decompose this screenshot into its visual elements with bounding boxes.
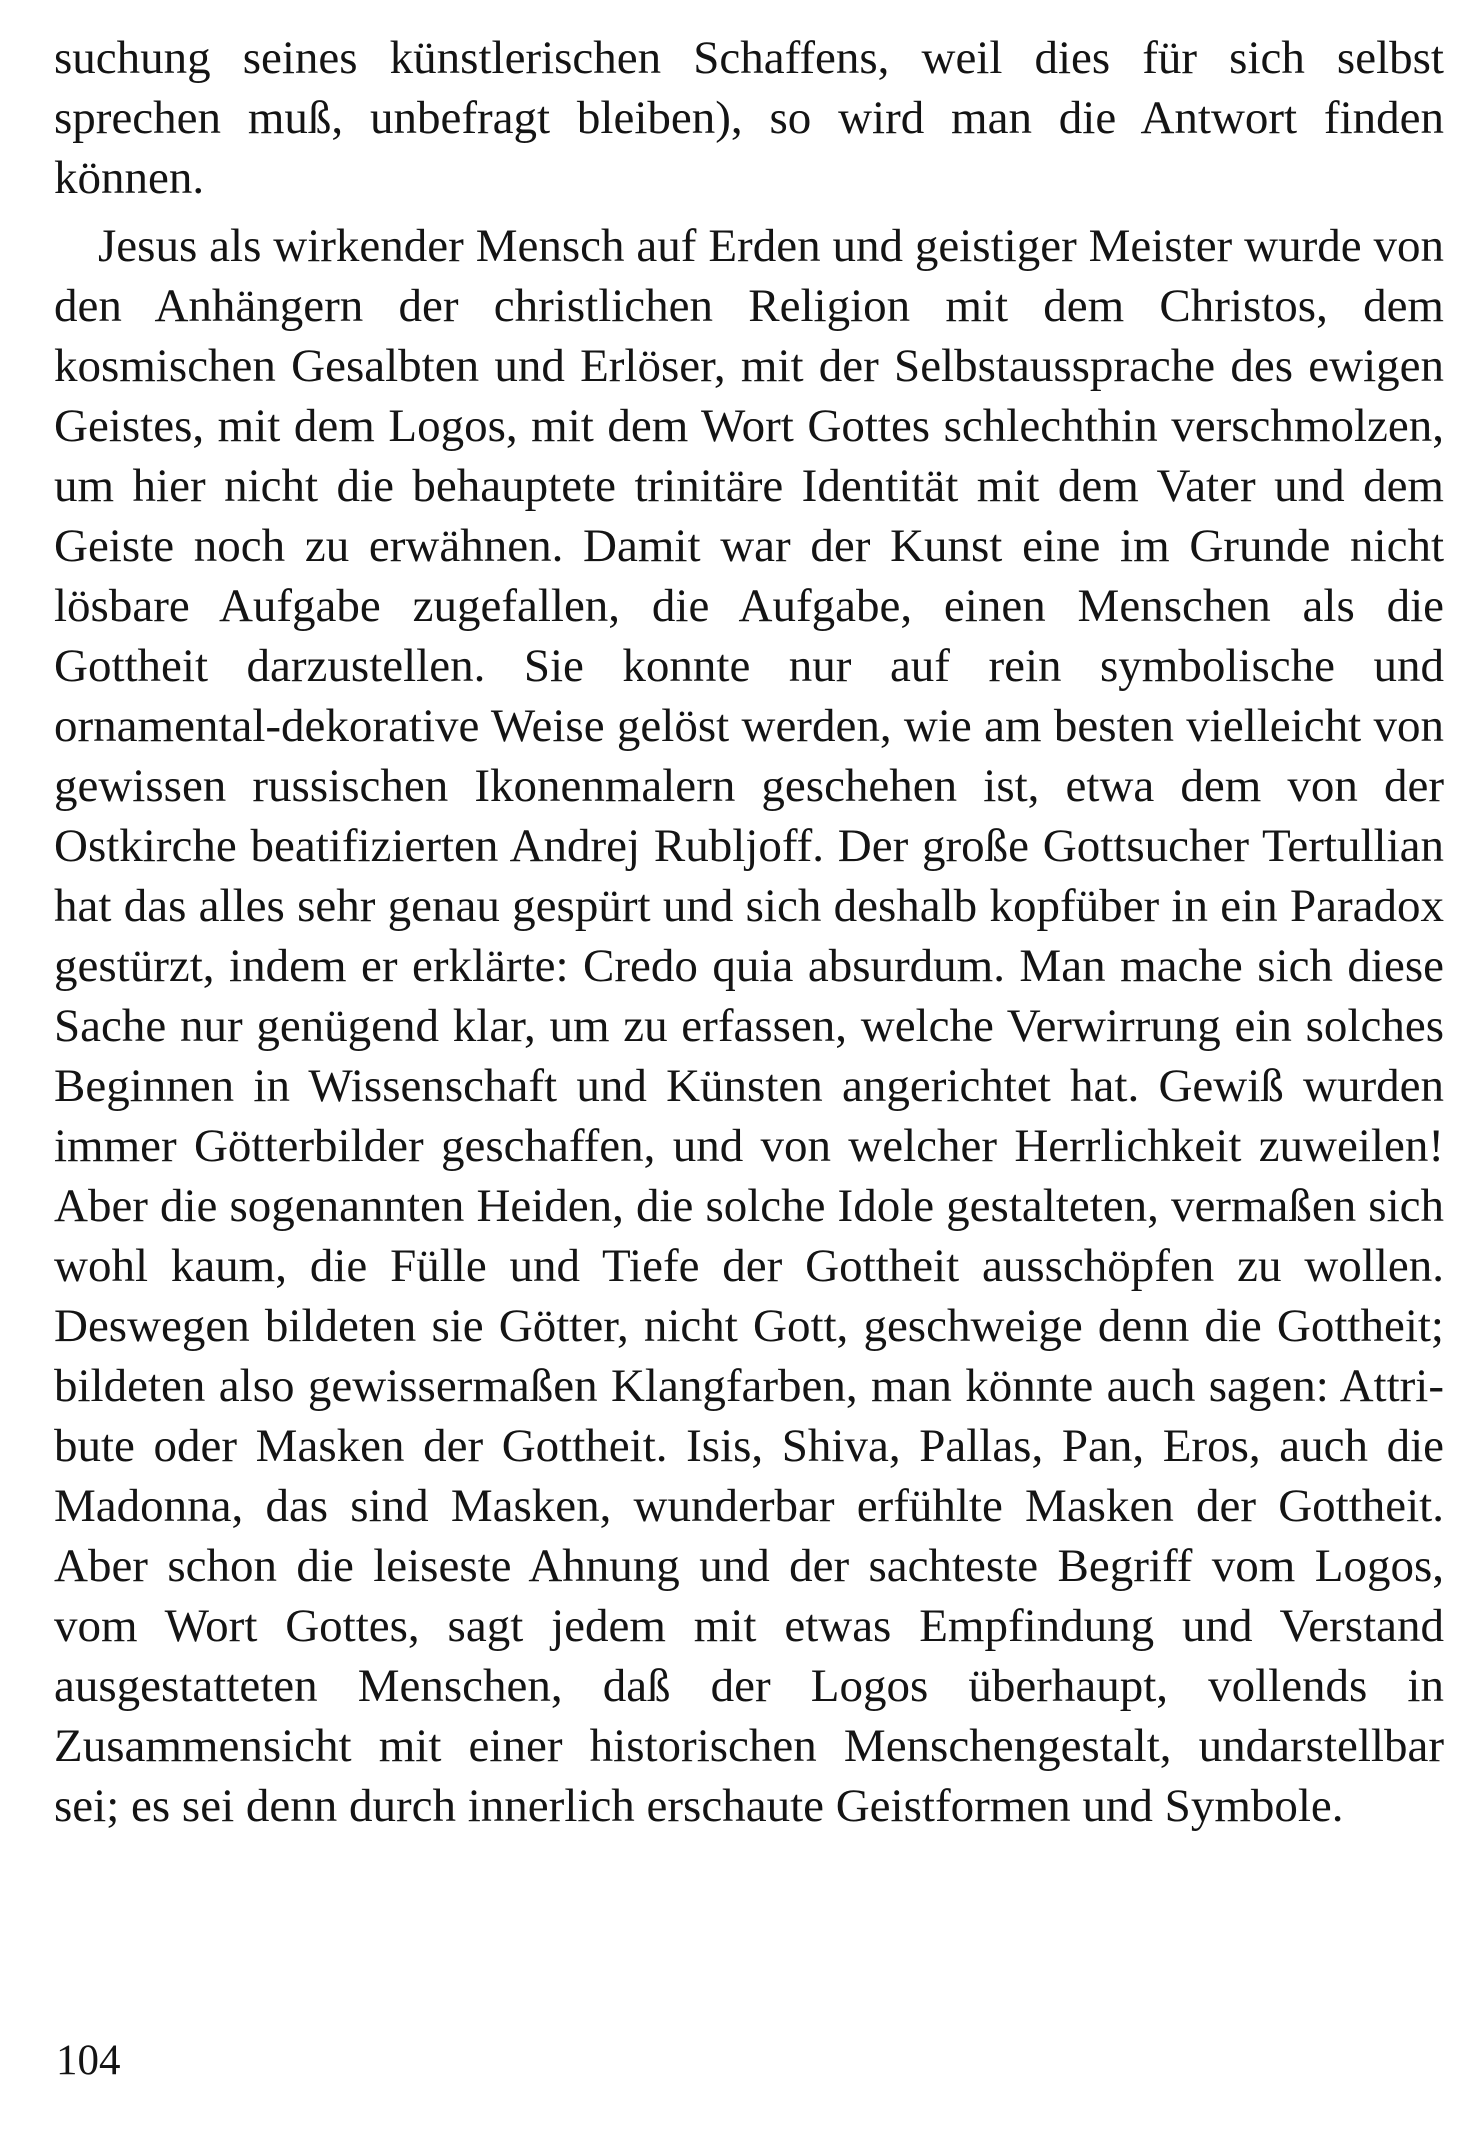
page-number: 104 (56, 2037, 121, 2084)
paragraph-main: Jesus als wirkender Mensch auf Erden und geistiger Meister wurde von den Anhängern der christlichen Religion mit dem Christos, dem kosmischen Gesalbten und Erlöser, mit der Selbstaussprache des ewigen Geistes, mit dem Logos, mit dem Wort Gottes schlechthin verschmolzen, um hier nicht die behauptete trinitäre Identität mit dem Vater und dem Geiste noch zu erwähnen. Damit war der Kunst eine im Grunde nicht lösbare Aufgabe zugefallen, die Aufgabe, einen Menschen als die Gottheit darzustellen. Sie konnte nur auf rein symbolische und ornamental-dekorative Weise gelöst werden, wie am besten vielleicht von gewissen russischen Ikonenmalern geschehen ist, etwa dem von der Ostkirche beatifizierten Andrej Rubljoff. Der große Gottsucher Tertullian hat das alles sehr genau gespürt und sich deshalb kopfüber in ein Paradox gestürzt, indem er erklärte: Credo quia absurdum. Man mache sich diese Sache nur genügend klar, um zu erfassen, welche Verwirrung ein solches Beginnen in Wissenschaft und Künsten angerichtet hat. Gewiß wurden immer Götterbilder geschaffen, und von welcher Herrlichkeit zuweilen! Aber die sogenannten Heiden, die solche Idole gestalteten, vermaßen sich wohl kaum, die Fülle und Tiefe der Gottheit ausschöpfen zu wollen. Deswegen bildeten sie Götter, nicht Gott, geschweige denn die Gottheit; bildeten also gewissermaßen Klangfarben, man könnte auch sagen: Attribute oder Masken der Gottheit. Isis, Shiva, Pallas, Pan, Eros, auch die Madonna, das sind Masken, wunderbar erfühlte Masken der Gottheit. Aber schon die leiseste Ahnung und der sachteste Begriff vom Logos, vom Wort Gottes, sagt jedem mit etwas Empfindung und Verstand ausgestatteten Menschen, daß der Logos überhaupt, vollends in Zusammensicht mit einer historischen Menschengestalt, undarstellbar sei; es sei denn durch innerlich erschaute Geistformen und Symbole. (54, 220, 1444, 1832)
paragraph-continuation: suchung seines künstlerischen Schaffens, weil dies für sich selbst sprechen muß, unbefragt bleiben), so wird man die Antwort finden können. (54, 32, 1444, 204)
page-body (54, 28, 1444, 1836)
